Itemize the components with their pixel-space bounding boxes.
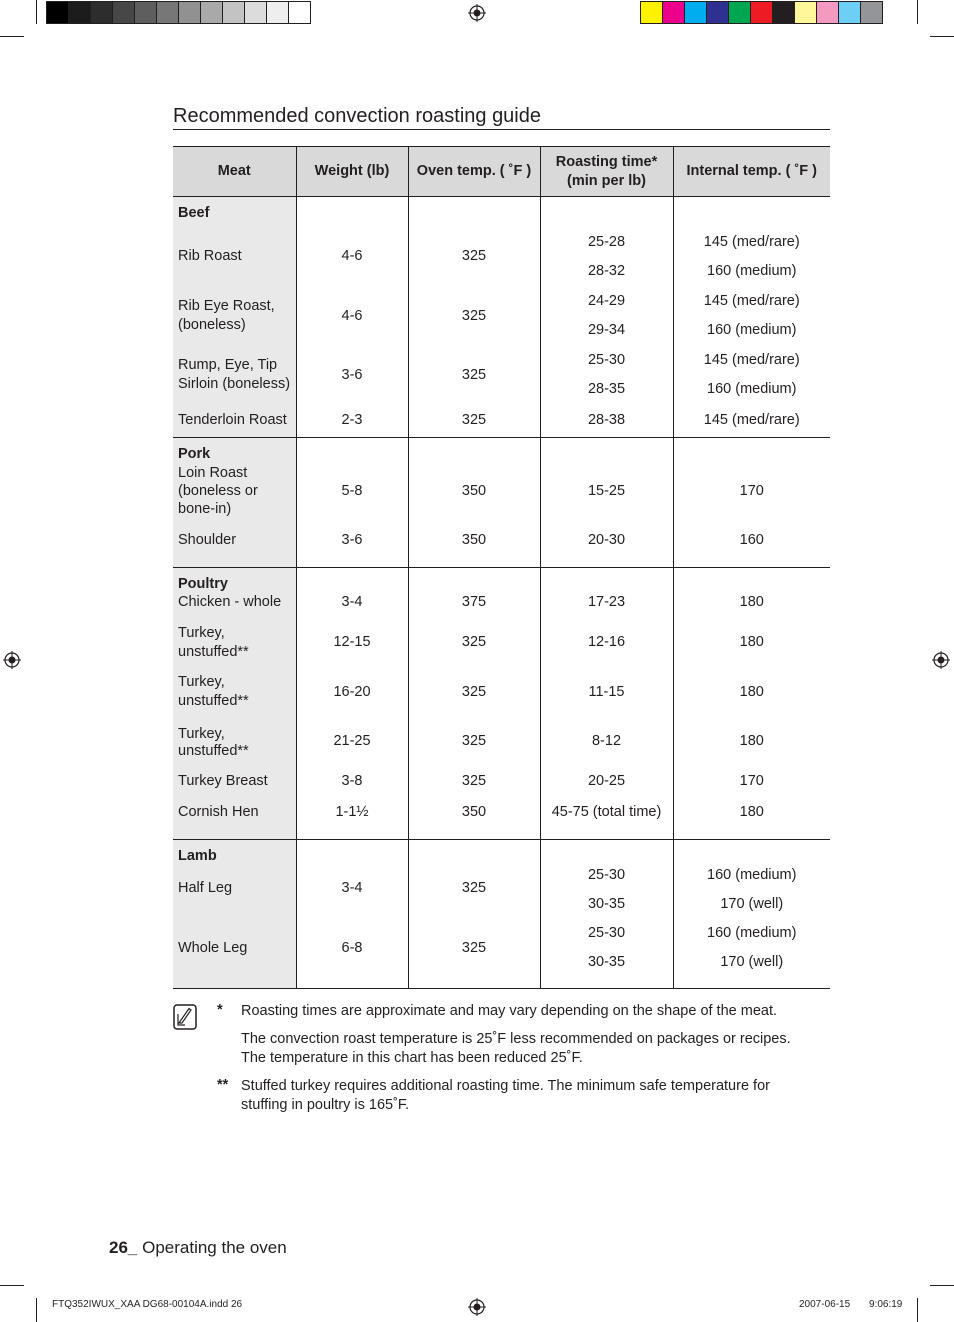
grayscale-swatch [112,1,135,24]
column-time [540,197,673,438]
section-name: Pork [178,446,211,462]
color-swatch [706,1,729,24]
header-weight: Weight (lb) [296,147,408,197]
oven-temp-value: 350 [461,532,487,548]
internal-temp-value: 145 (med/rare) [703,412,800,428]
slug-date: 2007-06-15 [799,1299,851,1310]
note-roasting-approx: Roasting times are approximate and may vary depending on the shape of the meat. [241,1003,778,1019]
meat-name: Turkey, [178,726,225,742]
color-swatch [640,1,663,24]
column-meat [173,568,296,840]
column-oven [408,197,540,438]
oven-temp-value: 375 [461,594,487,610]
header-roasting-time [540,147,673,197]
grayscale-swatch [90,1,113,24]
weight-value: 3-6 [341,367,363,383]
color-swatch [838,1,861,24]
header-roasting-time-line2: (min per lb) [567,172,646,189]
oven-temp-value: 325 [461,684,487,700]
color-swatch [772,1,795,24]
section-name: Lamb [178,848,217,864]
meat-name: Turkey, [178,625,225,641]
internal-temp-value: 145 (med/rare) [703,352,800,368]
column-internal [673,438,830,568]
column-meat [173,840,296,989]
note-convection-line1: The convection roast temperature is 25˚F less recommended on packages or recipes. [241,1031,791,1047]
internal-temp-value: 180 [739,594,764,610]
column-weight [296,197,408,438]
meat-name: Loin Roast [178,465,248,481]
grayscale-swatch [46,1,69,24]
meat-name: (boneless) [178,317,246,333]
roasting-time-value: 20-30 [587,532,626,548]
oven-temp-value: 325 [461,733,487,749]
internal-temp-value: 160 (medium) [707,925,797,941]
slug-filename: FTQ352IWUX_XAA DG68-00104A.indd 26 [52,1299,243,1310]
meat-name: (boneless or [178,483,258,499]
internal-temp-value: 180 [739,804,764,820]
header-internal-temp: Internal temp. ( ˚F ) [673,147,830,197]
header-oven-temp: Oven temp. ( ˚F ) [408,147,540,197]
note-stuffed-line1: Stuffed turkey requires additional roasting time. The minimum safe temperature for [241,1078,770,1094]
roasting-time-value: 25-30 [587,352,626,368]
trim-mark [36,1298,37,1322]
internal-temp-value: 170 [739,773,764,789]
column-internal [673,840,830,989]
meat-name: Cornish Hen [178,804,259,820]
internal-temp-value: 180 [739,733,764,749]
registration-mark-icon [932,651,950,669]
roasting-time-value: 28-38 [587,412,626,428]
roasting-time-value: 12-16 [587,634,626,650]
column-meat [173,438,296,568]
table-section-pork [173,438,830,568]
roasting-time-value: 25-28 [587,234,626,250]
weight-value: 3-4 [341,880,363,896]
oven-temp-value: 350 [461,804,487,820]
roasting-time-value: 30-35 [587,954,626,970]
grayscale-swatch [68,1,91,24]
roasting-time-value: 28-35 [587,381,626,397]
meat-name: Rump, Eye, Tip [178,357,278,373]
meat-name: Chicken - whole [178,594,282,610]
header-roasting-time-line1: Roasting time* [555,153,658,170]
roasting-time-value: 29-34 [587,322,626,338]
roasting-time-value: 11-15 [588,684,625,700]
oven-temp-value: 325 [461,367,487,383]
internal-temp-value: 160 (medium) [707,263,797,279]
column-time [540,438,673,568]
weight-value: 5-8 [341,483,363,499]
roasting-time-value: 30-35 [587,896,626,912]
weight-value: 12-15 [333,634,371,650]
color-swatch [750,1,773,24]
internal-temp-value: 170 (well) [720,896,784,912]
color-swatch [684,1,707,24]
column-weight [296,568,408,840]
internal-temp-value: 160 (medium) [707,381,797,397]
note-mark-single: * [217,1002,223,1018]
meat-name: Rib Eye Roast, [178,298,275,314]
column-meat [173,197,296,438]
slug-time: 9:06:19 [869,1299,903,1310]
header-meat: Meat [173,147,296,197]
oven-temp-value: 325 [461,308,487,324]
column-weight [296,840,408,989]
grayscale-swatches [46,1,310,24]
internal-temp-value: 180 [739,684,764,700]
internal-temp-value: 160 (medium) [707,867,797,883]
meat-name: Sirloin (boneless) [178,376,291,392]
oven-temp-value: 325 [461,248,487,264]
internal-temp-value: 160 [739,532,764,548]
internal-temp-value: 145 (med/rare) [703,234,800,250]
meat-name: bone-in) [178,501,232,517]
roasting-time-value: 25-30 [587,867,626,883]
roasting-time-value: 17-23 [587,594,626,610]
weight-value: 3-4 [341,594,363,610]
oven-temp-value: 325 [461,940,487,956]
footer-section: Operating the oven [137,1238,287,1257]
oven-temp-value: 325 [461,880,487,896]
page-number: 26_ [109,1238,138,1257]
color-swatch [728,1,751,24]
grayscale-swatch [178,1,201,24]
table-section-poultry [173,568,830,840]
note-mark-double: ** [217,1077,229,1093]
internal-temp-value: 145 (med/rare) [703,293,800,309]
section-name: Poultry [178,576,228,592]
meat-name: Rib Roast [178,248,242,264]
color-swatch [860,1,883,24]
note-icon [173,1004,197,1030]
roasting-time-value: 25-30 [587,925,626,941]
weight-value: 21-25 [333,733,371,749]
color-swatches [640,1,882,24]
meat-name: Turkey Breast [178,773,268,789]
oven-temp-value: 325 [461,412,487,428]
roasting-time-value: 20-25 [587,773,626,789]
roasting-time-value: 45-75 (total time) [551,804,662,820]
internal-temp-value: 180 [739,634,764,650]
internal-temp-value: 170 (well) [720,954,784,970]
column-time [540,840,673,989]
weight-value: 4-6 [341,308,363,324]
section-name: Beef [178,205,210,221]
table-section-beef [173,197,830,438]
roasting-time-value: 24-29 [587,293,626,309]
weight-value: 2-3 [341,412,363,428]
registration-mark-icon [3,651,21,669]
page-title: Recommended convection roasting guide [173,105,541,127]
internal-temp-value: 160 (medium) [707,322,797,338]
page-footer [109,1238,287,1258]
trim-mark [917,1298,918,1322]
grayscale-swatch [222,1,245,24]
column-oven [408,568,540,840]
column-time [540,568,673,840]
trim-mark [930,36,954,37]
meat-name: Turkey, [178,674,225,690]
trim-mark [930,1285,954,1286]
meat-name: unstuffed** [178,644,249,660]
note-stuffed-line2: stuffing in poultry is 165˚F. [241,1097,410,1113]
registration-mark-icon [468,4,486,22]
roasting-guide-table [173,146,830,989]
grayscale-swatch [134,1,157,24]
meat-name: Whole Leg [178,940,248,956]
color-swatch [816,1,839,24]
weight-value: 3-8 [341,773,363,789]
weight-value: 4-6 [341,248,363,264]
note-convection-line2: The temperature in this chart has been reduced 25˚F. [241,1050,583,1066]
weight-value: 6-8 [341,940,363,956]
registration-mark-icon [468,1298,486,1316]
table-header-row [173,147,830,197]
oven-temp-value: 350 [461,483,487,499]
meat-name: Half Leg [178,880,233,896]
trim-mark [917,0,918,24]
meat-name: unstuffed** [178,743,249,759]
grayscale-swatch [266,1,289,24]
weight-value: 3-6 [341,532,363,548]
column-weight [296,438,408,568]
roasting-time-value: 8-12 [591,733,622,749]
meat-name: Tenderloin Roast [178,412,287,428]
weight-value: 1-1½ [335,804,369,820]
column-internal [673,568,830,840]
oven-temp-value: 325 [461,773,487,789]
grayscale-swatch [156,1,179,24]
table-section-lamb [173,840,830,989]
trim-mark [0,36,24,37]
color-swatch [662,1,685,24]
grayscale-swatch [244,1,267,24]
grayscale-swatch [200,1,223,24]
trim-mark [0,1285,24,1286]
trim-mark [36,0,37,24]
meat-name: unstuffed** [178,693,249,709]
column-internal [673,197,830,438]
weight-value: 16-20 [333,684,371,700]
title-underline [173,129,830,130]
meat-name: Shoulder [178,532,237,548]
roasting-time-value: 15-25 [587,483,626,499]
grayscale-swatch [288,1,311,24]
internal-temp-value: 170 [739,483,764,499]
oven-temp-value: 325 [461,634,487,650]
roasting-time-value: 28-32 [587,263,626,279]
column-oven [408,438,540,568]
table-body [173,197,830,989]
column-oven [408,840,540,989]
color-swatch [794,1,817,24]
